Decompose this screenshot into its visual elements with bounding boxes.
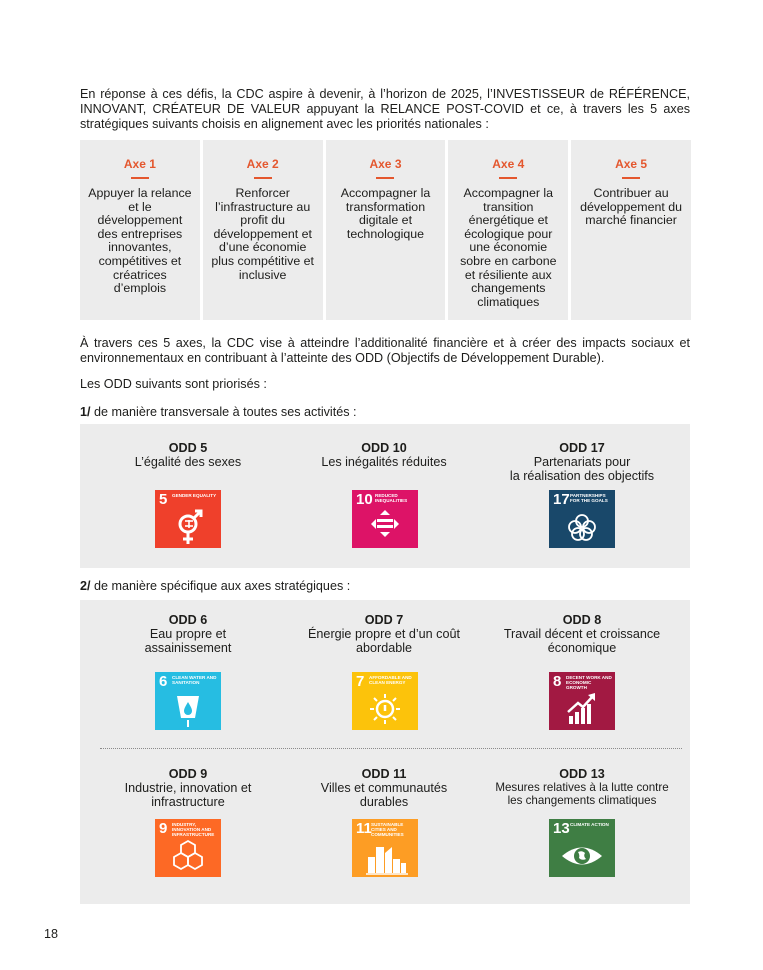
odd-name: L’égalité des sexes <box>134 455 242 469</box>
odd-name-line-1: Travail décent et croissance <box>503 627 661 641</box>
odd-17-block <box>482 441 682 483</box>
tile-label: REDUCED INEQUALITIES <box>375 493 408 504</box>
sdg-7-tile <box>352 672 418 730</box>
axe-title: Axe 2 <box>246 157 279 171</box>
axe-card-2 <box>203 140 323 320</box>
paragraph-odd-priorities: Les ODD suivants sont priorisés : <box>80 377 267 391</box>
tile-label: AFFORDABLE AND CLEAN ENERGY <box>369 675 412 686</box>
tile-label: GENDER EQUALITY <box>172 493 217 498</box>
climate-eye-icon <box>549 819 615 877</box>
page-number: 18 <box>44 927 59 941</box>
axes-grid <box>80 140 691 320</box>
industry-cubes-icon <box>155 819 221 877</box>
odd-7-block <box>284 613 484 655</box>
clean-water-icon <box>155 672 221 730</box>
section-prefix: 2/ <box>80 579 91 593</box>
odd-name-line-2: durables <box>359 795 409 809</box>
tile-number: 13 <box>553 820 570 837</box>
odd-name-line-1: Énergie propre et d’un coût <box>308 627 460 641</box>
odd-name-line-2: la réalisation des objectifs <box>509 469 655 483</box>
axe-underline <box>622 177 640 179</box>
axe-card-1 <box>80 140 200 320</box>
sdg-9-tile <box>155 819 221 877</box>
odd-11-block <box>284 767 484 809</box>
sdg-10-tile <box>352 490 418 548</box>
dotted-divider <box>100 748 682 749</box>
axe-text: Accompagner la transformation digitale et technologique <box>340 186 431 241</box>
odd-5-block <box>88 441 288 469</box>
partnerships-icon <box>549 490 615 548</box>
odd-name-line-1: Eau propre et <box>149 627 227 641</box>
tile-label: CLIMATE ACTION <box>570 822 609 827</box>
odd-name-line-1: Industrie, innovation et <box>124 781 252 795</box>
odd-8-block <box>482 613 682 655</box>
odd-name-line-2: économique <box>547 641 617 655</box>
section-text: de manière spécifique aux axes stratégiques : <box>90 579 351 593</box>
odd-name-line-1: Mesures relatives à la lutte contre <box>495 781 669 794</box>
tile-label: DECENT WORK AND ECONOMIC GROWTH <box>566 675 612 691</box>
reduced-inequalities-icon <box>352 490 418 548</box>
sdg-17-tile <box>549 490 615 548</box>
sdg-13-tile <box>549 819 615 877</box>
axe-title: Axe 3 <box>369 157 402 171</box>
sustainable-city-icon <box>352 819 418 877</box>
odd-number: ODD 11 <box>361 767 407 781</box>
intro-paragraph: En réponse à ces défis, la CDC aspire à devenir, à l’horizon de 2025, l’INVESTISSEUR de RÉFÉRENCE, INNOVANT, CRÉATEUR DE VALEUR appuyant la RELANCE POST-COVID et ce, à travers les 5 axes stratégiques suivants choisis en alignement avec les priorités nationales : <box>80 87 690 131</box>
odd-name-line-2: les changements climatiques <box>507 794 657 807</box>
sdg-5-tile <box>155 490 221 548</box>
sdg-6-tile <box>155 672 221 730</box>
tile-label: CLEAN WATER AND SANITATION <box>172 675 217 686</box>
tile-number: 5 <box>159 491 168 508</box>
tile-number: 11 <box>356 820 372 837</box>
axe-title: Axe 1 <box>123 157 156 171</box>
odd-9-block <box>88 767 288 809</box>
axe-underline <box>499 177 517 179</box>
tile-label: SUSTAINABLE CITIES AND COMMUNITIES <box>371 822 404 838</box>
axe-underline <box>254 177 272 179</box>
odd-name-line-1: Partenariats pour <box>533 455 631 469</box>
axe-text: Contribuer au développement du marché financier <box>580 186 683 228</box>
odd-name-line-2: infrastructure <box>151 795 225 809</box>
economic-growth-icon <box>549 672 615 730</box>
odd-number: ODD 5 <box>168 441 208 455</box>
gender-equality-icon <box>155 490 221 548</box>
axe-title: Axe 4 <box>492 157 525 171</box>
tile-number: 9 <box>159 820 168 837</box>
odd-number: ODD 10 <box>361 441 407 455</box>
sdg-11-tile <box>352 819 418 877</box>
axe-card-5 <box>571 140 691 320</box>
axe-underline <box>376 177 394 179</box>
axe-text: Appuyer la relance et le développement des entreprises innovantes, compétitives et créatrices d’emplois <box>88 186 192 296</box>
odd-number: ODD 9 <box>168 767 208 781</box>
odd-number: ODD 13 <box>559 767 605 781</box>
sdg-8-tile <box>549 672 615 730</box>
odd-10-block <box>284 441 484 469</box>
odd-name: Les inégalités réduites <box>321 455 447 469</box>
axe-card-3 <box>326 140 446 320</box>
axe-underline <box>131 177 149 179</box>
section-text: de manière transversale à toutes ses activités : <box>90 405 357 419</box>
section-prefix: 1/ <box>80 405 91 419</box>
tile-number: 8 <box>553 673 562 690</box>
odd-number: ODD 8 <box>562 613 602 627</box>
tile-number: 10 <box>356 491 373 508</box>
section-2-heading <box>80 579 350 593</box>
axe-text: Accompagner la transition énergétique et écologique pour une économie sobre en carbone et résiliente aux changements climatiques <box>460 186 557 309</box>
tile-number: 17 <box>553 491 570 508</box>
section-1-heading <box>80 405 357 419</box>
tile-label: PARTNERSHIPS FOR THE GOALS <box>570 493 608 504</box>
odd-name-line-1: Villes et communautés <box>320 781 448 795</box>
axe-title: Axe 5 <box>615 157 648 171</box>
tile-label: INDUSTRY, INNOVATION AND INFRASTRUCTURE <box>172 822 215 838</box>
odd-name-line-2: abordable <box>355 641 413 655</box>
odd-number: ODD 17 <box>559 441 605 455</box>
odd-name-line-2: assainissement <box>144 641 232 655</box>
axe-card-4 <box>448 140 568 320</box>
paragraph-axes-impact: À travers ces 5 axes, la CDC vise à atteindre l’additionalité financière et à créer des impacts sociaux et environnementaux en contribuant à l’atteinte des ODD (Objectifs de Développement Durable). <box>80 336 690 365</box>
clean-energy-icon <box>352 672 418 730</box>
tile-number: 7 <box>356 673 365 690</box>
tile-number: 6 <box>159 673 168 690</box>
axe-text: Renforcer l’infrastructure au profit du développement et d’une économie plus compétitive et inclusive <box>211 186 314 282</box>
odd-13-block <box>482 767 682 807</box>
odd-number: ODD 7 <box>364 613 404 627</box>
odd-number: ODD 6 <box>168 613 208 627</box>
odd-6-block <box>88 613 288 655</box>
